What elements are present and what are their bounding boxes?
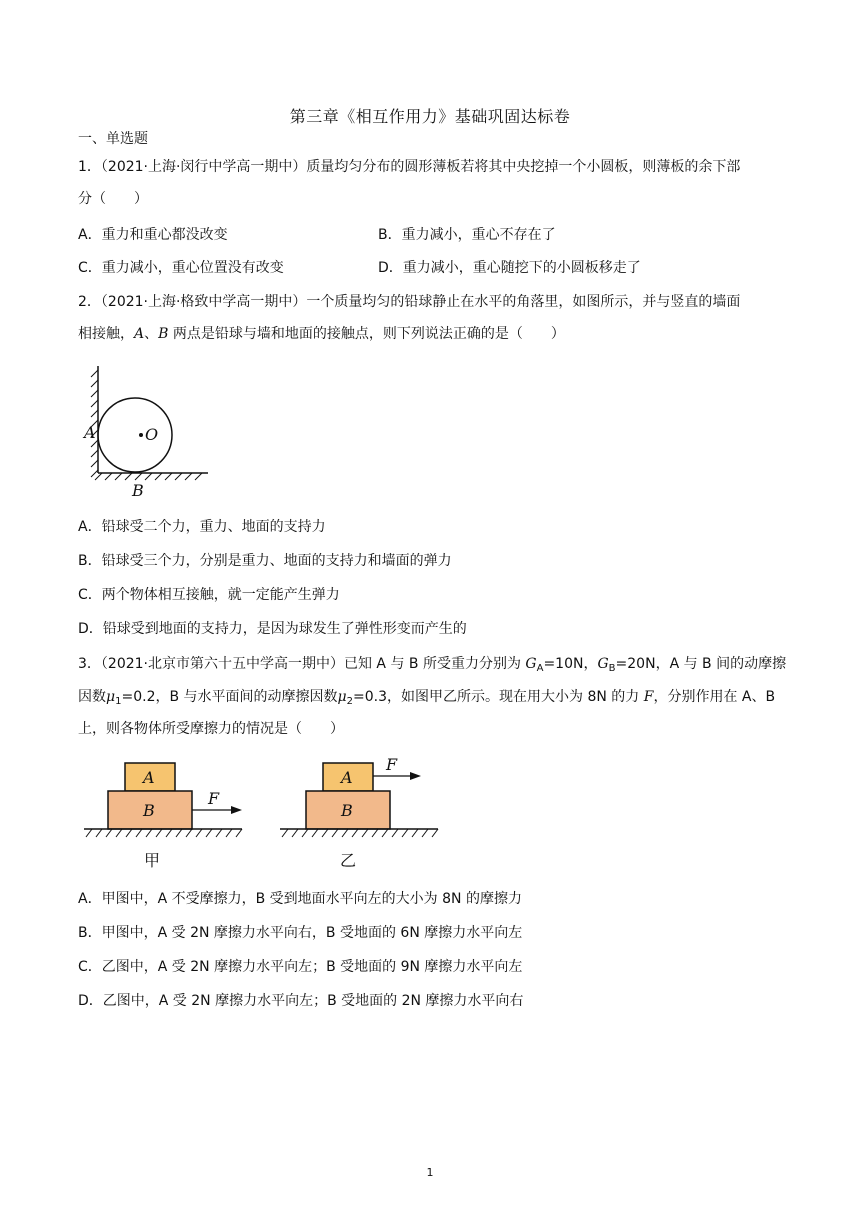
q1-option-a: A．重力和重心都没改变: [78, 227, 228, 243]
q3-option-c: C．乙图中，A 受 2N 摩擦力水平向左；B 受地面的 9N 摩擦力水平向左: [78, 959, 523, 975]
label-f-jia: F: [208, 789, 220, 808]
force-arrowhead-yi: [410, 772, 421, 780]
q1-stem-line1: 1．（2021·上海·闵行中学高一期中）质量均匀分布的圆形薄板若将其中央挖掉一个小圆板，则薄板的余下部: [78, 159, 741, 175]
q3-figure-blocks: [78, 752, 448, 882]
ball-circle: [98, 398, 172, 472]
q3-stem-line2: 因数$\mu_1=0.2$，B 与水平面间的动摩擦因数$\mu_2=0.3$，如图甲乙所示。现在用大小为 8N 的力 F，分别作用在 A、B: [78, 689, 776, 707]
q3-option-b: B．甲图中，A 受 2N 摩擦力水平向右，B 受地面的 6N 摩擦力水平向左: [78, 925, 523, 941]
q3-option-a: A．甲图中，A 不受摩擦力，B 受到地面水平向左的大小为 8N 的摩擦力: [78, 891, 522, 907]
q2-option-b: B．铅球受三个力，分别是重力、地面的支持力和墙面的弹力: [78, 553, 452, 569]
ground-hatching-jia: [86, 829, 242, 837]
figure-yi: [280, 755, 438, 870]
q2-option-c: C．两个物体相互接触，就一定能产生弹力: [78, 587, 340, 603]
caption-yi: 乙: [340, 851, 357, 870]
label-a-jia: A: [143, 768, 155, 787]
q2-stem-line1: 2．（2021·上海·格致中学高一期中）一个质量均匀的铅球静止在水平的角落里，如图所示，并与竖直的墙面: [78, 294, 741, 310]
page-number: 1: [426, 1166, 434, 1179]
q2-option-d: D．铅球受到地面的支持力，是因为球发生了弹性形变而产生的: [78, 621, 467, 637]
q2-stem-line2: 相接触，A、B 两点是铅球与墙和地面的接触点，则下列说法正确的是（ ）: [78, 326, 565, 342]
q1-option-b: B．重力减小，重心不存在了: [378, 227, 556, 243]
ground-hatching: [95, 473, 202, 480]
q3-stem-line3: 上，则各物体所受摩擦力的情况是（ ）: [78, 721, 344, 737]
q2-option-a: A．铅球受二个力，重力、地面的支持力: [78, 519, 326, 535]
label-a-yi: A: [341, 768, 353, 787]
q3-stem-line1: 3．（2021·北京市第六十五中学高一期中）已知 A 与 B 所受重力分别为 $G_A=10N$，$G_B=20N$，A 与 B 间的动摩擦: [78, 656, 787, 674]
force-arrowhead-jia: [231, 806, 242, 814]
q3-option-d: D．乙图中，A 受 2N 摩擦力水平向左；B 受地面的 2N 摩擦力水平向右: [78, 993, 524, 1009]
ground-hatching-yi: [282, 829, 438, 837]
q1-option-c: C．重力减小，重心位置没有改变: [78, 260, 284, 276]
page-title: 第三章《相互作用力》基础巩固达标卷: [289, 107, 571, 126]
center-point: [139, 433, 143, 437]
label-o: O: [145, 425, 159, 444]
figure-jia: [84, 763, 242, 870]
q1-stem-line2: 分（ ）: [78, 191, 148, 207]
label-b-jia: B: [143, 801, 155, 820]
section-heading: 一、单选题: [78, 131, 148, 147]
label-a: A: [84, 423, 96, 442]
q1-option-d: D．重力减小，重心随挖下的小圆板移走了: [378, 260, 641, 276]
caption-jia: 甲: [144, 851, 161, 870]
label-b-yi: B: [341, 801, 353, 820]
label-b: B: [132, 481, 144, 500]
label-f-yi: F: [386, 755, 398, 774]
q2-figure-ball-corner: [78, 360, 218, 500]
